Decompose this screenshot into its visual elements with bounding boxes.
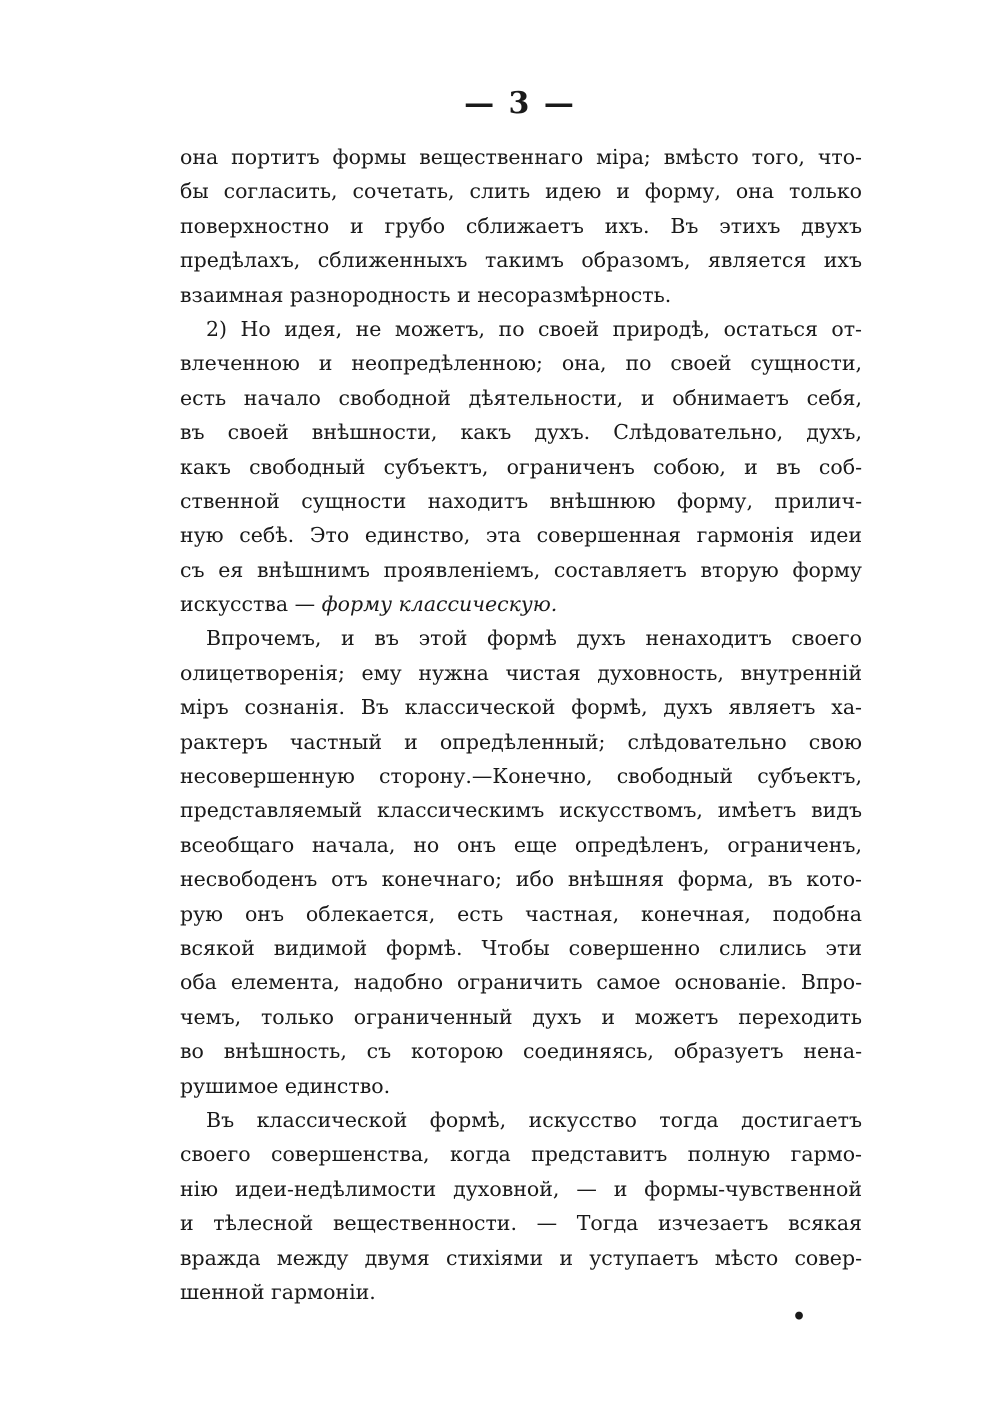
text-line: всякой видимой формѣ. Чтобы совершенно слились эти <box>180 935 862 960</box>
text-line: нію идеи-недѣлимости духовной, — и формы-чувственной <box>180 1176 862 1201</box>
text-line: съ ея внѣшнимъ проявленіемъ, составляетъ вторую форму <box>180 557 862 582</box>
text-line: оба елемента, надобно ограничить самое основаніе. Впро- <box>180 970 862 995</box>
text-line: взаимная разнородность и несоразмѣрность. <box>180 282 672 307</box>
page-number: — 3 — <box>464 86 576 121</box>
text-line: чемъ, только ограниченный духъ и можетъ переходить <box>180 1004 862 1029</box>
text-line: вражда между двумя стихіями и уступаетъ мѣсто совер- <box>180 1245 862 1270</box>
text-line: своего совершенства, когда представитъ полную гармо- <box>180 1142 862 1167</box>
text-line: рактеръ частный и опредѣленный; слѣдовательно свою <box>180 729 862 754</box>
text-line: олицетворенія; ему нужна чистая духовность, внутренній <box>180 660 862 685</box>
text-line: влеченною и неопредѣленною; она, по своей сущности, <box>180 351 862 376</box>
text-line-prefix: искусства — <box>180 592 322 617</box>
text-line: міръ сознанія. Въ классической формѣ, духъ являетъ ха- <box>180 695 862 720</box>
text-line: рую онъ облекается, есть частная, конечная, подобна <box>180 901 862 926</box>
text-line: ственной сущности находитъ внѣшнюю форму, прилич- <box>180 488 862 513</box>
text-line: представляемый классическимъ искусствомъ, имѣетъ видъ <box>180 798 862 823</box>
text-line: какъ свободный субъектъ, ограниченъ собою, и въ соб- <box>180 454 862 479</box>
text-line: 2) Но идея, не можетъ, по своей природѣ, остаться от- <box>206 316 862 341</box>
text-line: бы согласить, сочетать, слить идею и форму, она только <box>180 179 862 204</box>
text-line: несовершенную сторону.—Конечно, свободный субъектъ, <box>180 764 862 789</box>
text-line: всеобщаго начала, но онъ еще опредѣленъ, ограниченъ, <box>180 832 862 857</box>
text-line: есть начало свободной дѣятельности, и обнимаетъ себя, <box>180 385 862 410</box>
text-line: поверхностно и грубо сближаетъ ихъ. Въ этихъ двухъ <box>180 213 862 238</box>
text-line: рушимое единство. <box>180 1073 391 1098</box>
text-line: несвободенъ отъ конечнаго; ибо внѣшняя форма, въ кото- <box>180 867 862 892</box>
text-line: шенной гармоніи. <box>180 1279 376 1304</box>
text-line: и тѣлесной вещественности. — Тогда изчезаетъ всякая <box>180 1211 862 1236</box>
body-text <box>180 140 862 1309</box>
text-line: во внѣшность, съ которою соединяясь, образуетъ нена- <box>180 1039 862 1064</box>
text-line: она портитъ формы вещественнаго міра; вмѣсто того, что- <box>180 145 862 169</box>
text-line <box>180 587 862 621</box>
printer-mark: • <box>792 1304 807 1330</box>
text-line: предѣлахъ, сближенныхъ такимъ образомъ, является ихъ <box>180 248 862 273</box>
text-line: Впрочемъ, и въ этой формѣ духъ ненаходитъ своего <box>206 626 862 651</box>
text-line: ную себѣ. Это единство, эта совершенная гармонія идеи <box>180 523 862 548</box>
text-line: Въ классической формѣ, искусство тогда достигаетъ <box>206 1107 862 1132</box>
italic-term: форму классическую. <box>321 592 558 617</box>
text-line: въ своей внѣшности, какъ духъ. Слѣдовательно, духъ, <box>180 420 862 445</box>
